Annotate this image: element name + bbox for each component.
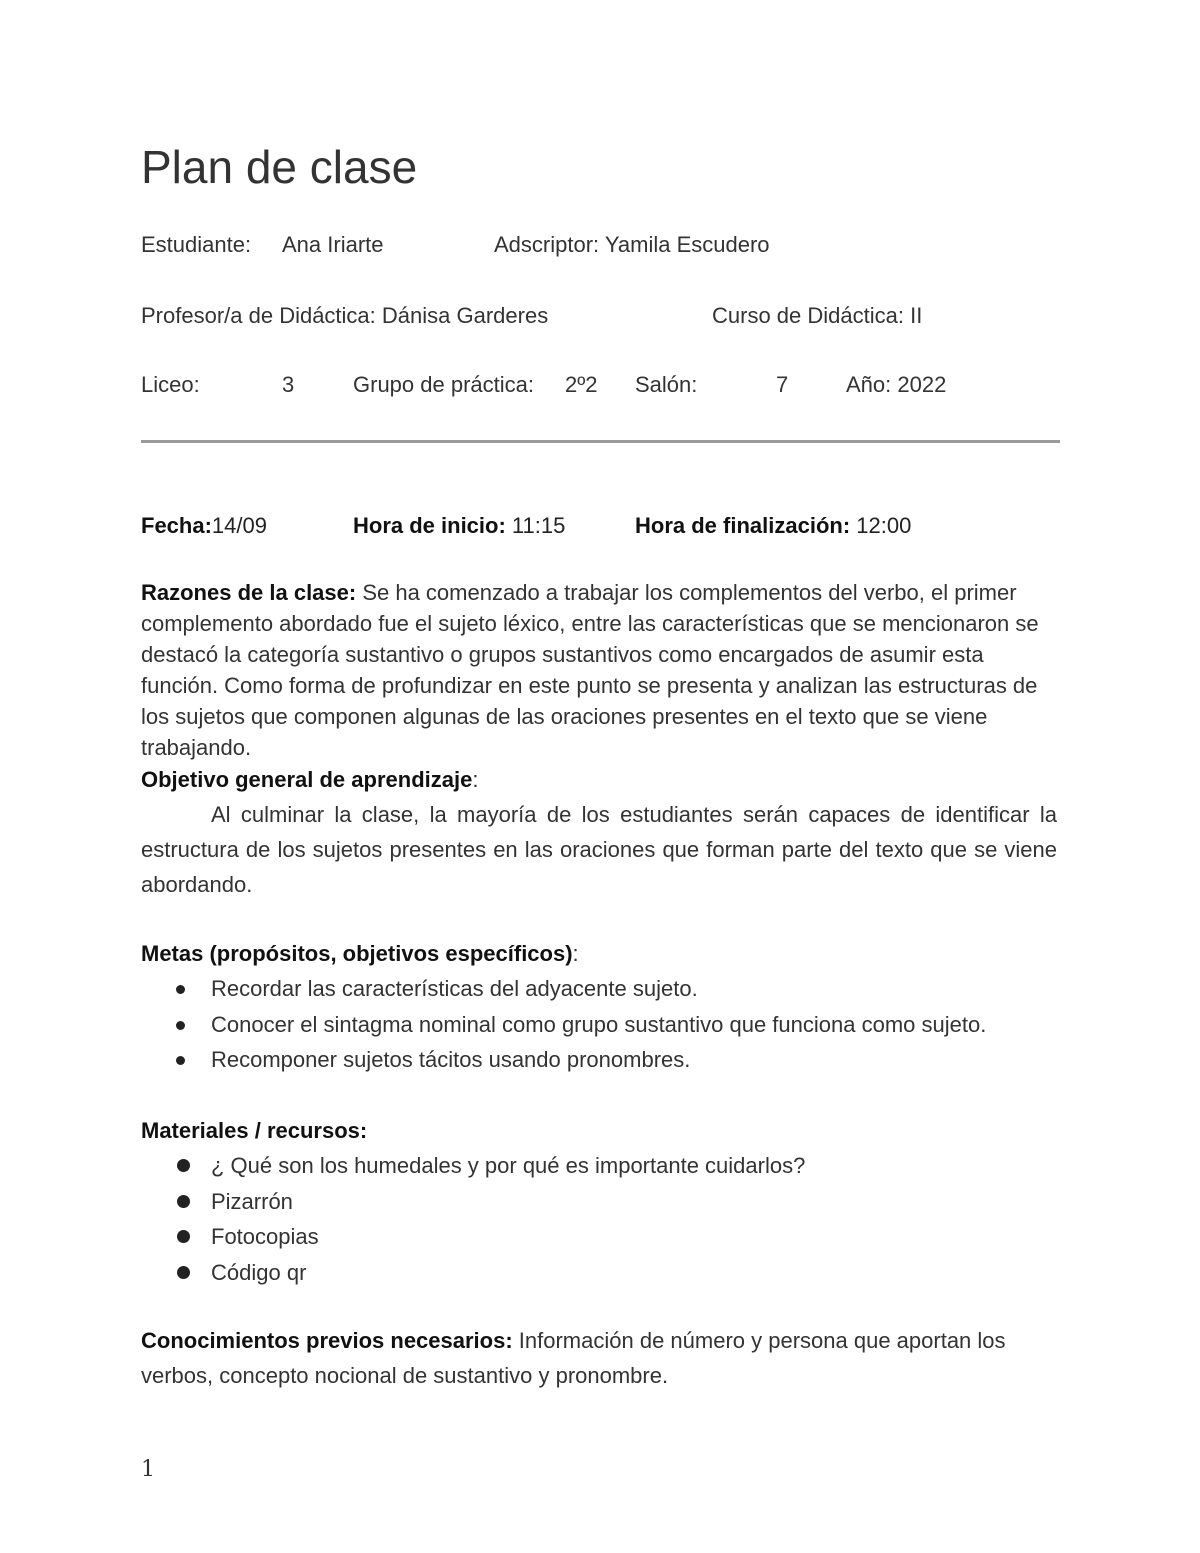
hora-inicio-label: Hora de inicio:	[353, 513, 506, 538]
conocimientos-label: Conocimientos previos necesarios:	[141, 1328, 513, 1353]
list-item: ¿ Qué son los humedales y por qué es importante cuidarlos?	[141, 1148, 1061, 1184]
hora-fin-label: Hora de finalización:	[635, 513, 851, 538]
materiales-label: Materiales / recursos:	[141, 1118, 368, 1143]
salon-label: Salón:	[635, 372, 698, 397]
metas-heading	[141, 938, 1061, 969]
conocimientos-paragraph	[141, 1323, 1061, 1393]
page-number: 1	[141, 1457, 155, 1482]
materiales-list	[141, 1148, 1061, 1290]
adscriptor: Adscriptor: Yamila Escudero	[494, 232, 770, 257]
metas-label: Metas (propósitos, objetivos específicos)	[141, 941, 573, 966]
objetivo-text: Al culminar la clase, la mayoría de los estudiantes serán capaces de identificar la estructura de los sujetos presentes en las oraciones que forman parte del texto que se viene abordando.	[141, 802, 1057, 897]
page-title: Plan de clase	[141, 141, 418, 193]
grupo-label: Grupo de práctica:	[353, 372, 534, 397]
conocimientos-text: Información de número y persona que aportan los verbos, concepto nocional de sustantivo y pronombre.	[141, 1328, 1006, 1388]
list-item: Pizarrón	[141, 1184, 1061, 1220]
objetivo-label: Objetivo general de aprendizaje	[141, 767, 473, 792]
grupo-value: 2º2	[565, 372, 598, 397]
metas-list-container	[141, 971, 1061, 1078]
list-item: Código qr	[141, 1255, 1061, 1291]
fecha	[141, 513, 267, 539]
estudiante-label: Estudiante:	[141, 232, 252, 257]
hora-fin-value: 12:00	[850, 513, 912, 538]
razones-paragraph	[141, 577, 1061, 763]
hora-inicio	[353, 513, 565, 539]
list-item: Recordar las características del adyacente sujeto.	[141, 971, 1061, 1007]
fecha-value: 14/09	[211, 513, 267, 538]
materiales-list-container	[141, 1148, 1061, 1290]
objetivo-heading	[141, 764, 1061, 795]
hora-fin	[635, 513, 911, 539]
liceo-label: Liceo:	[141, 372, 200, 397]
profesor: Profesor/a de Didáctica: Dánisa Garderes	[141, 303, 549, 328]
horizontal-rule	[141, 440, 1060, 443]
liceo-value: 3	[282, 372, 295, 397]
razones-text: Se ha comenzado a trabajar los complementos del verbo, el primer complemento abordado fue el sujeto léxico, entre las características que se mencionaron se destacó la categoría sustantivo o grupos sustantivos como encargados de asumir esta función. Como forma de profundizar en este punto se presenta y analizan las estructuras de los sujetos que componen algunas de las oraciones presentes en el texto que se viene trabajando.	[141, 580, 1039, 760]
hora-inicio-value: 11:15	[505, 513, 566, 538]
objetivo-colon: :	[472, 767, 479, 792]
fecha-label: Fecha:	[141, 513, 212, 538]
metas-colon: :	[572, 941, 579, 966]
curso: Curso de Didáctica: II	[712, 303, 923, 328]
razones-label: Razones de la clase:	[141, 580, 357, 605]
salon-value: 7	[776, 372, 789, 397]
list-item: Conocer el sintagma nominal como grupo sustantivo que funciona como sujeto.	[141, 1007, 1061, 1043]
anio: Año: 2022	[846, 372, 947, 397]
materiales-heading	[141, 1115, 1061, 1146]
list-item: Recomponer sujetos tácitos usando pronombres.	[141, 1042, 1061, 1078]
metas-list	[141, 971, 1061, 1078]
estudiante-value: Ana Iriarte	[282, 232, 384, 257]
list-item: Fotocopias	[141, 1219, 1061, 1255]
